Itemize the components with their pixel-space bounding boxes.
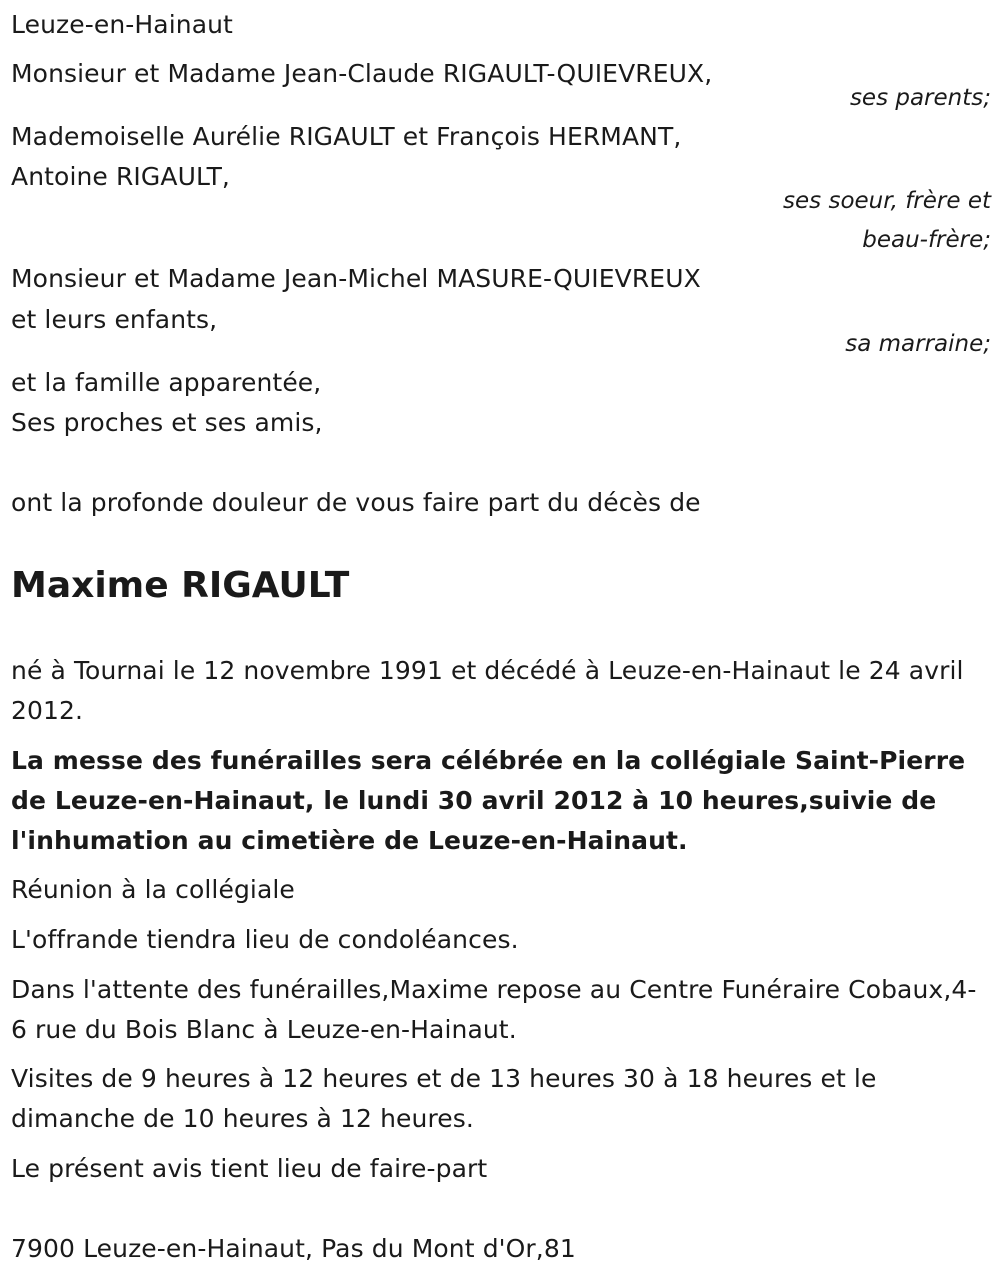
meeting-info: Réunion à la collégiale	[11, 875, 295, 904]
header-location: Leuze-en-Hainaut	[11, 10, 233, 39]
family-siblings-line-1: Mademoiselle Aurélie RIGAULT et François HERMANT,	[11, 122, 682, 151]
family-parents-line: Monsieur et Madame Jean-Claude RIGAULT-QUIEVREUX,	[11, 59, 713, 88]
visits-info: Visites de 9 heures à 12 heures et de 13 heures 30 à 18 heures et le dimanche de 10 heures à 12 heures.	[11, 1064, 877, 1133]
address: 7900 Leuze-en-Hainaut, Pas du Mont d'Or,81	[11, 1234, 576, 1263]
relation-parents: ses parents;	[849, 85, 991, 111]
announcement: ont la profonde douleur de vous faire part du décès de	[11, 488, 701, 517]
notice: Le présent avis tient lieu de faire-part	[11, 1154, 488, 1183]
obituary-page	[11, 0, 991, 1283]
rest-info: Dans l'attente des funérailles,Maxime repose au Centre Funéraire Cobaux,4-6 rue du Bois Blanc à Leuze-en-Hainaut.	[11, 975, 977, 1044]
family-siblings-line-2: Antoine RIGAULT,	[11, 162, 230, 191]
offering-info: L'offrande tiendra lieu de condoléances.	[11, 925, 519, 954]
relation-siblings-line-1: ses soeur, frère et	[783, 188, 991, 214]
extended-family-line-2: Ses proches et ses amis,	[11, 408, 323, 437]
deceased-name: Maxime RIGAULT	[11, 565, 350, 606]
birth-death-info: né à Tournai le 12 novembre 1991 et décédé à Leuze-en-Hainaut le 24 avril 2012.	[11, 656, 964, 725]
relation-godmother: sa marraine;	[845, 331, 991, 357]
relation-siblings-line-2: beau-frère;	[862, 227, 991, 253]
family-godmother-line-2: et leurs enfants,	[11, 305, 218, 334]
extended-family-line-1: et la famille apparentée,	[11, 368, 322, 397]
family-godmother-line-1: Monsieur et Madame Jean-Michel MASURE-QUIEVREUX	[11, 264, 701, 293]
funeral-info: La messe des funérailles sera célébrée en la collégiale Saint-Pierre de Leuze-en-Hainaut, le lundi 30 avril 2012 à 10 heures,suivie de l'inhumation au cimetière de Leuze-en-Hainaut.	[11, 746, 966, 855]
